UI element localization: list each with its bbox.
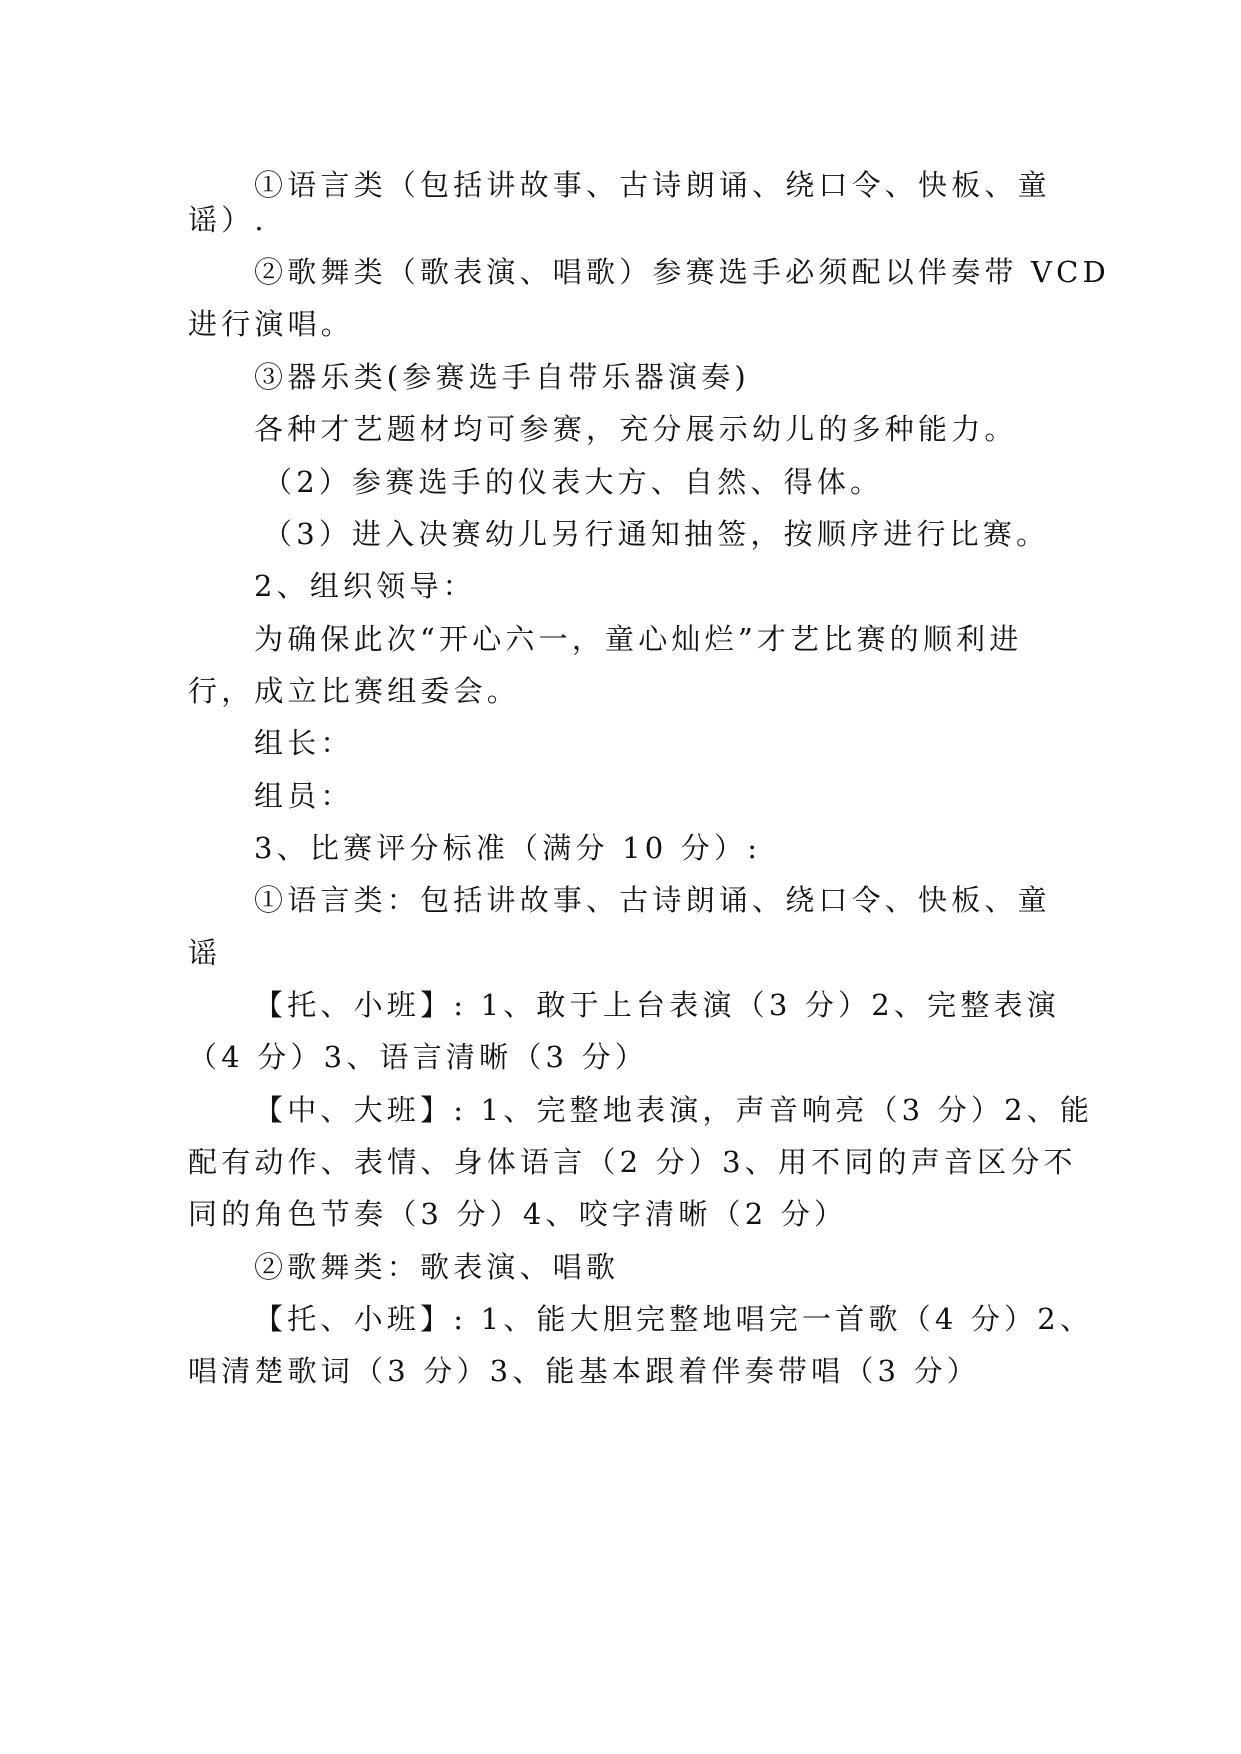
text-line: 同的角色节奏（3 分）4、咬字清晰（2 分） — [188, 1197, 848, 1231]
text-line: （2）参赛选手的仪表大方、自然、得体。 — [263, 465, 884, 499]
text-line: （4 分）3、语言清晰（3 分） — [188, 1040, 648, 1074]
text-line: 配有动作、表情、身体语言（2 分）3、用不同的声音区分不 — [188, 1145, 1077, 1179]
section-heading: 2、组织领导： — [254, 569, 476, 603]
text-line: 【托、小班】: 1、敢于上台表演（3 分）2、完整表演 — [254, 988, 1060, 1022]
text-line: ②歌舞类：歌表演、唱歌 — [254, 1250, 620, 1284]
text-line: ①语言类：包括讲故事、古诗朗诵、绕口令、快板、童 — [254, 883, 1051, 917]
text-line: 【中、大班】: 1、完整地表演，声音响亮（3 分）2、能 — [254, 1093, 1094, 1127]
text-line: 行，成立比赛组委会。 — [188, 674, 521, 708]
text-line: 【托、小班】: 1、能大胆完整地唱完一首歌（4 分）2、 — [254, 1302, 1094, 1336]
text-line: 进行演唱。 — [188, 307, 355, 341]
text-line: 组长： — [254, 726, 354, 760]
text-line: 组员： — [254, 779, 354, 813]
text-line: 各种才艺题材均可参赛，充分展示幼儿的多种能力。 — [254, 412, 1018, 446]
text-line: （3）进入决赛幼儿另行通知抽签，按顺序进行比赛。 — [263, 517, 1050, 551]
text-line: 唱清楚歌词（3 分）3、能基本跟着伴奏带唱（3 分） — [188, 1354, 980, 1388]
text-line: 为确保此次“开心六一，童心灿烂”才艺比赛的顺利进 — [254, 622, 1023, 656]
section-heading: 3、比赛评分标准（满分 10 分）: — [254, 831, 762, 865]
text-line: ①语言类（包括讲故事、古诗朗诵、绕口令、快板、童 — [254, 168, 1051, 202]
text-line: ②歌舞类（歌表演、唱歌）参赛选手必须配以伴奏带 VCD — [254, 255, 1111, 289]
text-line: 谣）. — [188, 203, 268, 237]
text-line: 谣 — [188, 936, 222, 970]
text-line: ③器乐类(参赛选手自带乐器演奏) — [254, 360, 750, 394]
